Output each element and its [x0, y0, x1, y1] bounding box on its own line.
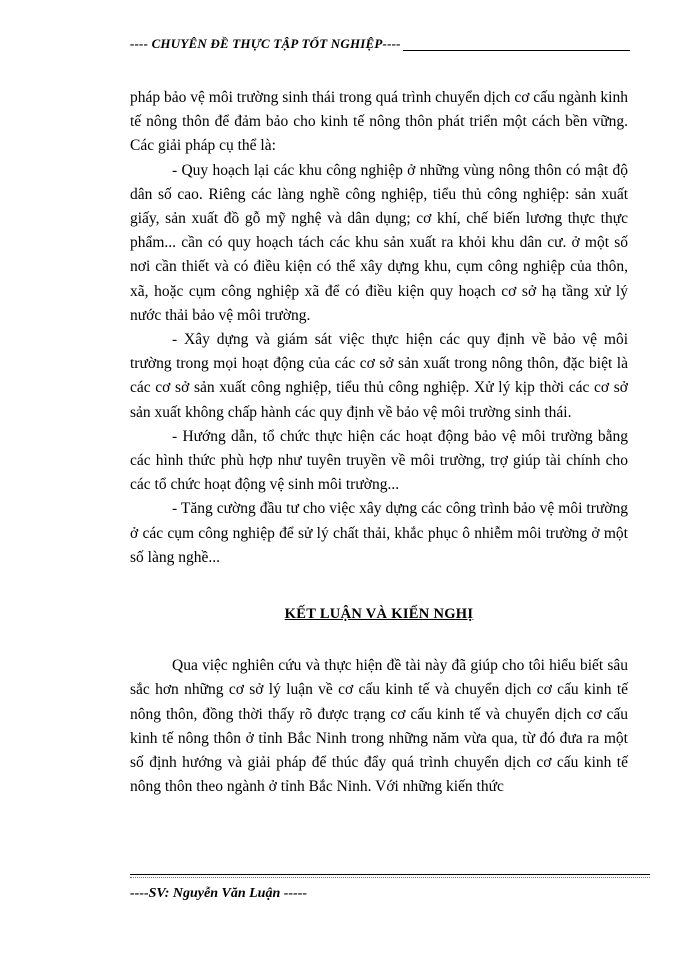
paragraph-6: Qua việc nghiên cứu và thực hiện đề tài này đã giúp cho tôi hiểu biết sâu sắc hơn những cơ sở lý luận về cơ cấu kinh tế và chuyển dịch cơ cấu kinh tế nông thôn, đồng thời thấy rõ được trạng cơ cấu kinh tế và chuyển dịch cơ cấu kinh tế nông thôn ở tỉnh Bắc Ninh trong những năm vừa qua, từ đó đưa ra một số định hướng và giải pháp để thúc đẩy quá trình chuyển dịch cơ cấu kinh tế nông thôn theo ngành ở tỉnh Bắc Ninh. Với những kiến thức [130, 657, 628, 796]
paragraph-3: - Xây dựng và giám sát việc thực hiện các quy định về bảo vệ môi trường trong mọi hoạt động của các cơ sở sản xuất trong nông thôn, đặc biệt là các cơ sở sản xuất công nghiệp, tiểu thủ công nghiệp. Xử lý kịp thời các cơ sở sản xuất không chấp hành các quy định về bảo vệ môi trường sinh thái. [130, 331, 628, 421]
paragraph-2: - Quy hoạch lại các khu công nghiệp ở những vùng nông thôn có mật độ dân số cao. Riêng các làng nghề công nghiệp, tiểu thủ công nghiệp: sản xuất giấy, sản xuất đồ gỗ mỹ nghệ và dân dụng; cơ khí, chế biến lương thực thực phẩm... cần có quy hoạch tách các khu sản xuất ra khỏi khu dân cư. ở một số nơi cần thiết và có điều kiện có thể xây dựng khu, cụm công nghiệp của thôn, xã, hoặc cụm công nghiệp xã để có điều kiện quy hoạch cơ sở hạ tầng xử lý nước thải bảo vệ môi trường. [130, 161, 628, 324]
section-heading: KẾT LUẬN VÀ KIẾN NGHỊ [284, 606, 474, 623]
page-header [130, 36, 630, 56]
paragraph-4: - Hướng dẫn, tổ chức thực hiện các hoạt động bảo vệ môi trường bằng các hình thức phù hợp như tuyên truyền về môi trường, trợ giúp tài chính cho các tổ chức hoạt động vệ sinh môi trường... [130, 427, 628, 494]
page-footer [130, 874, 650, 914]
footer-rule-dotted [130, 877, 650, 878]
document-body [130, 86, 628, 799]
paragraph-5: - Tăng cường đầu tư cho việc xây dựng các công trình bảo vệ môi trường ở các cụm công nghiệp để sử lý chất thải, khắc phục ô nhiễm môi trường ở một số làng nghề... [130, 500, 628, 566]
paragraph-1: pháp bảo vệ môi trường sinh thái trong quá trình chuyển dịch cơ cấu ngành kinh tế nông thôn để đảm bảo cho kinh tế nông thôn phát triển một cách bền vững. Các giải pháp cụ thể là: [130, 89, 628, 155]
footer-author: ----SV: Nguyễn Văn Luận ----- [130, 886, 308, 901]
footer-rule [130, 874, 650, 875]
header-title: ---- CHUYÊN ĐỀ THỰC TẬP TỐT NGHIỆP---- [130, 36, 401, 51]
